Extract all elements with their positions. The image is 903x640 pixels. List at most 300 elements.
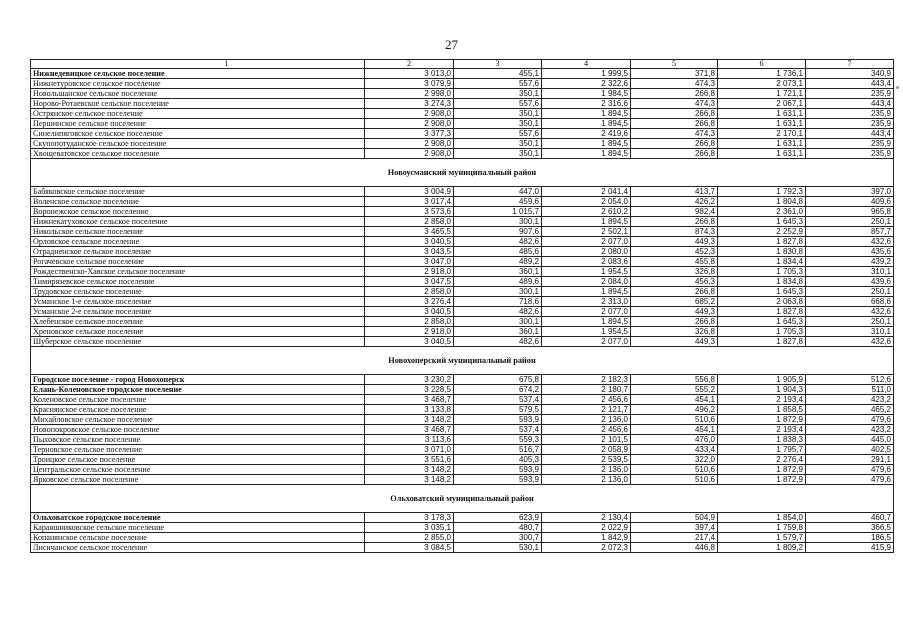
settlement-name: Скупопотуданское сельское поселение bbox=[31, 139, 365, 149]
value-cell-col2: 3 468,7 bbox=[365, 395, 454, 405]
value-cell-col2: 2 858,0 bbox=[365, 217, 454, 227]
value-cell-col2: 3 274,3 bbox=[365, 99, 454, 109]
value-cell-col4: 1 894,5 bbox=[542, 287, 631, 297]
value-cell-col3: 300,7 bbox=[454, 533, 542, 543]
value-cell-col5: 476,0 bbox=[631, 435, 718, 445]
value-cell-col6: 1 905,9 bbox=[718, 375, 806, 385]
district-title: Ольховатский муниципальный район bbox=[31, 485, 894, 513]
value-cell-col6: 1 631,1 bbox=[718, 139, 806, 149]
value-cell-col3: 350,1 bbox=[454, 89, 542, 99]
settlement-name: Рождественско-Хавское сельское поселение bbox=[31, 267, 365, 277]
value-cell-col3: 405,3 bbox=[454, 455, 542, 465]
value-cell-col6: 1 838,3 bbox=[718, 435, 806, 445]
value-cell-col6: 1 804,8 bbox=[718, 197, 806, 207]
value-cell-col3: 489,2 bbox=[454, 257, 542, 267]
settlement-name: Рогачевское сельское поселение bbox=[31, 257, 365, 267]
value-cell-col4: 1 954,5 bbox=[542, 267, 631, 277]
value-cell-col6: 1 792,3 bbox=[718, 187, 806, 197]
table-row bbox=[31, 187, 894, 197]
value-cell-col2: 3 377,3 bbox=[365, 129, 454, 139]
settlement-name: Городское поселение - город Новохоперск bbox=[31, 375, 365, 385]
value-cell-col4: 2 136,0 bbox=[542, 475, 631, 485]
value-cell-col6: 1 645,3 bbox=[718, 317, 806, 327]
value-cell-col6: 1 631,1 bbox=[718, 149, 806, 159]
value-cell-col2: 2 908,0 bbox=[365, 109, 454, 119]
settlement-name: Норово-Ротаевское сельское поселение bbox=[31, 99, 365, 109]
value-cell-col4: 2 058,9 bbox=[542, 445, 631, 455]
value-cell-col3: 360,1 bbox=[454, 327, 542, 337]
value-cell-col3: 579,5 bbox=[454, 405, 542, 415]
value-cell-col6: 1 759,8 bbox=[718, 523, 806, 533]
value-cell-col5: 685,2 bbox=[631, 297, 718, 307]
settlement-name: Першинское сельское поселение bbox=[31, 119, 365, 129]
value-cell-col4: 2 130,4 bbox=[542, 513, 631, 523]
value-cell-col6: 1 858,5 bbox=[718, 405, 806, 415]
value-cell-col4: 2 456,6 bbox=[542, 395, 631, 405]
value-cell-col4: 2 316,6 bbox=[542, 99, 631, 109]
value-cell-col7: 668,6 bbox=[806, 297, 894, 307]
value-cell-col6: 1 645,3 bbox=[718, 287, 806, 297]
value-cell-col5: 449,3 bbox=[631, 237, 718, 247]
table-row bbox=[31, 415, 894, 425]
value-cell-col7: 857,7 bbox=[806, 227, 894, 237]
value-cell-col4: 1 894,5 bbox=[542, 119, 631, 129]
table-row bbox=[31, 435, 894, 445]
value-cell-col7: 479,6 bbox=[806, 415, 894, 425]
value-cell-col4: 2 136,0 bbox=[542, 415, 631, 425]
value-cell-col4: 2 080,0 bbox=[542, 247, 631, 257]
value-cell-col2: 3 040,5 bbox=[365, 307, 454, 317]
value-cell-col7: 235,9 bbox=[806, 139, 894, 149]
value-cell-col7: 512,6 bbox=[806, 375, 894, 385]
value-cell-col7: 439,2 bbox=[806, 257, 894, 267]
value-cell-col2: 3 148,2 bbox=[365, 465, 454, 475]
value-cell-col7: 965,8 bbox=[806, 207, 894, 217]
value-cell-col2: 3 133,8 bbox=[365, 405, 454, 415]
value-cell-col3: 623,9 bbox=[454, 513, 542, 523]
value-cell-col5: 266,8 bbox=[631, 139, 718, 149]
table-row bbox=[31, 277, 894, 287]
value-cell-col2: 2 908,0 bbox=[365, 139, 454, 149]
value-cell-col4: 2 610,2 bbox=[542, 207, 631, 217]
value-cell-col7: 460,7 bbox=[806, 513, 894, 523]
value-cell-col3: 350,1 bbox=[454, 119, 542, 129]
value-cell-col5: 504,9 bbox=[631, 513, 718, 523]
value-cell-col6: 2 361,0 bbox=[718, 207, 806, 217]
value-cell-col2: 3 230,2 bbox=[365, 375, 454, 385]
value-cell-col7: 443,4 bbox=[806, 79, 894, 89]
value-cell-col4: 2 022,9 bbox=[542, 523, 631, 533]
value-cell-col3: 459,6 bbox=[454, 197, 542, 207]
settlement-name: Воленское сельское поселение bbox=[31, 197, 365, 207]
value-cell-col4: 2 084,0 bbox=[542, 277, 631, 287]
value-cell-col7: 310,1 bbox=[806, 267, 894, 277]
value-cell-col2: 2 918,0 bbox=[365, 267, 454, 277]
settlement-name: Орловское сельское поселение bbox=[31, 237, 365, 247]
value-cell-col5: 452,3 bbox=[631, 247, 718, 257]
value-cell-col5: 433,4 bbox=[631, 445, 718, 455]
value-cell-col5: 397,4 bbox=[631, 523, 718, 533]
value-cell-col4: 1 984,5 bbox=[542, 89, 631, 99]
value-cell-col5: 456,3 bbox=[631, 277, 718, 287]
value-cell-col4: 1 894,5 bbox=[542, 139, 631, 149]
page-number: 27 bbox=[445, 37, 458, 52]
value-cell-col5: 217,4 bbox=[631, 533, 718, 543]
table-row bbox=[31, 337, 894, 347]
value-cell-col7: 250,1 bbox=[806, 287, 894, 297]
value-cell-col6: 1 631,1 bbox=[718, 109, 806, 119]
column-header: 5 bbox=[631, 60, 718, 69]
value-cell-col7: 310,1 bbox=[806, 327, 894, 337]
value-cell-col5: 446,8 bbox=[631, 543, 718, 553]
value-cell-col2: 3 047,5 bbox=[365, 277, 454, 287]
value-cell-col6: 2 252,9 bbox=[718, 227, 806, 237]
value-cell-col4: 1 894,5 bbox=[542, 217, 631, 227]
settlement-name: Михайловское сельское поселение bbox=[31, 415, 365, 425]
settlement-name: Синелипяговское сельское поселение bbox=[31, 129, 365, 139]
table-row bbox=[31, 543, 894, 553]
value-cell-col3: 593,9 bbox=[454, 475, 542, 485]
column-header: 2 bbox=[365, 60, 454, 69]
table-row bbox=[31, 405, 894, 415]
value-cell-col6: 2 067,1 bbox=[718, 99, 806, 109]
column-header: 7 bbox=[806, 60, 894, 69]
settlement-name: Шуберское сельское поселение bbox=[31, 337, 365, 347]
value-cell-col2: 2 858,0 bbox=[365, 317, 454, 327]
value-cell-col3: 557,6 bbox=[454, 79, 542, 89]
settlement-name: Копанянское сельское поселение bbox=[31, 533, 365, 543]
value-cell-col5: 874,3 bbox=[631, 227, 718, 237]
value-cell-col7: 445,0 bbox=[806, 435, 894, 445]
value-cell-col5: 322,0 bbox=[631, 455, 718, 465]
value-cell-col7: 479,6 bbox=[806, 465, 894, 475]
value-cell-col3: 350,1 bbox=[454, 149, 542, 159]
value-cell-col5: 449,3 bbox=[631, 307, 718, 317]
table-row bbox=[31, 99, 894, 109]
value-cell-col5: 326,8 bbox=[631, 267, 718, 277]
value-cell-col3: 718,6 bbox=[454, 297, 542, 307]
value-cell-col6: 2 193,4 bbox=[718, 425, 806, 435]
value-cell-col7: 443,4 bbox=[806, 99, 894, 109]
settlement-name: Усманское 1-е сельское поселение bbox=[31, 297, 365, 307]
value-cell-col3: 537,4 bbox=[454, 395, 542, 405]
value-cell-col2: 3 573,6 bbox=[365, 207, 454, 217]
table-row bbox=[31, 267, 894, 277]
value-cell-col3: 537,4 bbox=[454, 425, 542, 435]
value-cell-col3: 300,1 bbox=[454, 287, 542, 297]
value-cell-col2: 3 047,0 bbox=[365, 257, 454, 267]
budget-table bbox=[30, 59, 894, 553]
settlement-name: Караяшниковское сельское поселение bbox=[31, 523, 365, 533]
value-cell-col3: 593,9 bbox=[454, 415, 542, 425]
table-row bbox=[31, 139, 894, 149]
value-cell-col7: 423,2 bbox=[806, 425, 894, 435]
value-cell-col6: 1 705,3 bbox=[718, 267, 806, 277]
value-cell-col3: 489,6 bbox=[454, 277, 542, 287]
table-row bbox=[31, 287, 894, 297]
settlement-name: Трудовское сельское поселение bbox=[31, 287, 365, 297]
value-cell-col6: 1 904,3 bbox=[718, 385, 806, 395]
value-cell-col7: 435,6 bbox=[806, 247, 894, 257]
value-cell-col6: 2 170,1 bbox=[718, 129, 806, 139]
settlement-name: Краснянское сельское поселение bbox=[31, 405, 365, 415]
value-cell-col7: 432,6 bbox=[806, 237, 894, 247]
settlement-name: Нижнетуровское сельское поселение bbox=[31, 79, 365, 89]
value-cell-col2: 3 017,4 bbox=[365, 197, 454, 207]
value-cell-col3: 675,8 bbox=[454, 375, 542, 385]
settlement-name: Новольшанское сельское поселение bbox=[31, 89, 365, 99]
value-cell-col2: 3 040,5 bbox=[365, 237, 454, 247]
table-row bbox=[31, 257, 894, 267]
value-cell-col4: 2 502,1 bbox=[542, 227, 631, 237]
table-row bbox=[31, 247, 894, 257]
settlement-name: Новопокровское сельское поселение bbox=[31, 425, 365, 435]
value-cell-col6: 1 834,8 bbox=[718, 277, 806, 287]
settlement-name: Троицкое сельское поселение bbox=[31, 455, 365, 465]
value-cell-col4: 2 077,0 bbox=[542, 237, 631, 247]
settlement-name: Елань-Коленовское городское поселение bbox=[31, 385, 365, 395]
value-cell-col7: 186,5 bbox=[806, 533, 894, 543]
settlement-name: Тимирязевское сельское поселение bbox=[31, 277, 365, 287]
value-cell-col6: 2 193,4 bbox=[718, 395, 806, 405]
value-cell-col7: 235,9 bbox=[806, 109, 894, 119]
value-cell-col7: 423,2 bbox=[806, 395, 894, 405]
value-cell-col2: 3 465,5 bbox=[365, 227, 454, 237]
settlement-name: Терновское сельское поселение bbox=[31, 445, 365, 455]
value-cell-col5: 266,8 bbox=[631, 217, 718, 227]
value-cell-col5: 266,8 bbox=[631, 149, 718, 159]
table-row bbox=[31, 129, 894, 139]
value-cell-col6: 2 276,4 bbox=[718, 455, 806, 465]
value-cell-col5: 266,8 bbox=[631, 317, 718, 327]
value-cell-col5: 266,8 bbox=[631, 287, 718, 297]
value-cell-col4: 1 999,5 bbox=[542, 69, 631, 79]
value-cell-col5: 266,8 bbox=[631, 89, 718, 99]
value-cell-col6: 1 631,1 bbox=[718, 119, 806, 129]
value-cell-col5: 426,2 bbox=[631, 197, 718, 207]
value-cell-col7: 432,6 bbox=[806, 307, 894, 317]
settlement-name: Острянское сельское поселение bbox=[31, 109, 365, 119]
table-row bbox=[31, 475, 894, 485]
value-cell-col6: 1 645,3 bbox=[718, 217, 806, 227]
value-cell-col3: 674,2 bbox=[454, 385, 542, 395]
value-cell-col2: 3 043,5 bbox=[365, 247, 454, 257]
value-cell-col5: 496,2 bbox=[631, 405, 718, 415]
value-cell-col6: 1 872,9 bbox=[718, 475, 806, 485]
table-row bbox=[31, 109, 894, 119]
value-cell-col7: 479,6 bbox=[806, 475, 894, 485]
value-cell-col3: 480,7 bbox=[454, 523, 542, 533]
value-cell-col7: 465,2 bbox=[806, 405, 894, 415]
value-cell-col4: 2 182,3 bbox=[542, 375, 631, 385]
scan-speck bbox=[896, 86, 899, 89]
column-header-row bbox=[31, 60, 894, 69]
value-cell-col3: 300,1 bbox=[454, 217, 542, 227]
value-cell-col3: 300,1 bbox=[454, 317, 542, 327]
value-cell-col7: 235,9 bbox=[806, 149, 894, 159]
table-row bbox=[31, 317, 894, 327]
district-section-row bbox=[31, 347, 894, 375]
value-cell-col3: 447,0 bbox=[454, 187, 542, 197]
value-cell-col6: 1 579,7 bbox=[718, 533, 806, 543]
value-cell-col5: 326,8 bbox=[631, 327, 718, 337]
value-cell-col4: 2 121,7 bbox=[542, 405, 631, 415]
value-cell-col3: 557,6 bbox=[454, 129, 542, 139]
value-cell-col6: 2 063,8 bbox=[718, 297, 806, 307]
value-cell-col5: 413,7 bbox=[631, 187, 718, 197]
settlement-name: Никольское сельское поселение bbox=[31, 227, 365, 237]
value-cell-col5: 371,8 bbox=[631, 69, 718, 79]
value-cell-col5: 454,1 bbox=[631, 395, 718, 405]
value-cell-col3: 559,3 bbox=[454, 435, 542, 445]
value-cell-col4: 2 054,0 bbox=[542, 197, 631, 207]
settlement-name: Отрадненское сельское поселение bbox=[31, 247, 365, 257]
value-cell-col3: 350,1 bbox=[454, 109, 542, 119]
table-row bbox=[31, 465, 894, 475]
value-cell-col2: 2 855,0 bbox=[365, 533, 454, 543]
value-cell-col6: 1 872,9 bbox=[718, 415, 806, 425]
value-cell-col2: 3 468,7 bbox=[365, 425, 454, 435]
value-cell-col3: 360,1 bbox=[454, 267, 542, 277]
value-cell-col7: 235,9 bbox=[806, 119, 894, 129]
value-cell-col4: 1 842,9 bbox=[542, 533, 631, 543]
value-cell-col4: 1 894,5 bbox=[542, 317, 631, 327]
value-cell-col4: 2 456,6 bbox=[542, 425, 631, 435]
value-cell-col4: 2 313,0 bbox=[542, 297, 631, 307]
value-cell-col2: 2 908,0 bbox=[365, 149, 454, 159]
value-cell-col4: 1 894,5 bbox=[542, 109, 631, 119]
table-row bbox=[31, 307, 894, 317]
table-row bbox=[31, 69, 894, 79]
value-cell-col5: 266,8 bbox=[631, 119, 718, 129]
value-cell-col2: 3 079,9 bbox=[365, 79, 454, 89]
settlement-name: Усманское 2-е сельское поселение bbox=[31, 307, 365, 317]
value-cell-col3: 907,6 bbox=[454, 227, 542, 237]
table-row bbox=[31, 533, 894, 543]
settlement-name: Бабяковское сельское поселение bbox=[31, 187, 365, 197]
value-cell-col2: 3 035,1 bbox=[365, 523, 454, 533]
value-cell-col4: 2 083,6 bbox=[542, 257, 631, 267]
value-cell-col2: 3 148,2 bbox=[365, 415, 454, 425]
table-row bbox=[31, 237, 894, 247]
value-cell-col4: 2 136,0 bbox=[542, 465, 631, 475]
value-cell-col2: 3 084,5 bbox=[365, 543, 454, 553]
value-cell-col5: 454,1 bbox=[631, 425, 718, 435]
value-cell-col3: 485,6 bbox=[454, 247, 542, 257]
value-cell-col6: 1 872,9 bbox=[718, 465, 806, 475]
value-cell-col3: 482,6 bbox=[454, 237, 542, 247]
value-cell-col7: 432,6 bbox=[806, 337, 894, 347]
value-cell-col2: 3 551,6 bbox=[365, 455, 454, 465]
value-cell-col5: 266,8 bbox=[631, 109, 718, 119]
value-cell-col2: 3 071,0 bbox=[365, 445, 454, 455]
table-row bbox=[31, 385, 894, 395]
settlement-name: Пыховское сельское поселение bbox=[31, 435, 365, 445]
table-row bbox=[31, 119, 894, 129]
value-cell-col3: 1 015,7 bbox=[454, 207, 542, 217]
table-row bbox=[31, 79, 894, 89]
value-cell-col5: 556,8 bbox=[631, 375, 718, 385]
table-row bbox=[31, 523, 894, 533]
value-cell-col2: 3 148,2 bbox=[365, 475, 454, 485]
value-cell-col7: 439,6 bbox=[806, 277, 894, 287]
value-cell-col4: 2 077,0 bbox=[542, 337, 631, 347]
value-cell-col5: 474,3 bbox=[631, 79, 718, 89]
table-row bbox=[31, 425, 894, 435]
value-cell-col2: 3 276,4 bbox=[365, 297, 454, 307]
value-cell-col4: 2 072,3 bbox=[542, 543, 631, 553]
value-cell-col6: 1 736,1 bbox=[718, 69, 806, 79]
table-row bbox=[31, 227, 894, 237]
table-row bbox=[31, 327, 894, 337]
value-cell-col3: 593,9 bbox=[454, 465, 542, 475]
table-row bbox=[31, 513, 894, 523]
settlement-name: Хлебенское сельское поселение bbox=[31, 317, 365, 327]
value-cell-col4: 2 041,4 bbox=[542, 187, 631, 197]
value-cell-col4: 2 539,5 bbox=[542, 455, 631, 465]
value-cell-col4: 2 322,6 bbox=[542, 79, 631, 89]
settlement-name: Ярковское сельское поселение bbox=[31, 475, 365, 485]
value-cell-col5: 555,2 bbox=[631, 385, 718, 395]
value-cell-col7: 291,1 bbox=[806, 455, 894, 465]
value-cell-col5: 510,6 bbox=[631, 415, 718, 425]
settlement-name: Коленовское сельское поселение bbox=[31, 395, 365, 405]
value-cell-col2: 3 040,5 bbox=[365, 337, 454, 347]
value-cell-col4: 2 180,7 bbox=[542, 385, 631, 395]
value-cell-col6: 2 073,1 bbox=[718, 79, 806, 89]
value-cell-col6: 1 827,8 bbox=[718, 337, 806, 347]
value-cell-col4: 1 954,5 bbox=[542, 327, 631, 337]
column-header: 3 bbox=[454, 60, 542, 69]
district-section-row bbox=[31, 159, 894, 187]
value-cell-col7: 235,9 bbox=[806, 89, 894, 99]
table-row bbox=[31, 375, 894, 385]
value-cell-col3: 516,7 bbox=[454, 445, 542, 455]
table-row bbox=[31, 455, 894, 465]
settlement-name: Хвощеватовское сельское поселение bbox=[31, 149, 365, 159]
value-cell-col5: 455,8 bbox=[631, 257, 718, 267]
value-cell-col6: 1 809,2 bbox=[718, 543, 806, 553]
table-row bbox=[31, 445, 894, 455]
value-cell-col2: 2 908,0 bbox=[365, 119, 454, 129]
value-cell-col3: 482,6 bbox=[454, 337, 542, 347]
table-row bbox=[31, 207, 894, 217]
table-row bbox=[31, 217, 894, 227]
value-cell-col6: 1 827,8 bbox=[718, 307, 806, 317]
column-header: 6 bbox=[718, 60, 806, 69]
value-cell-col5: 510,6 bbox=[631, 475, 718, 485]
value-cell-col2: 3 228,5 bbox=[365, 385, 454, 395]
value-cell-col6: 1 854,0 bbox=[718, 513, 806, 523]
settlement-name: Хреновское сельское поселение bbox=[31, 327, 365, 337]
table-row bbox=[31, 197, 894, 207]
value-cell-col7: 443,4 bbox=[806, 129, 894, 139]
value-cell-col7: 402,5 bbox=[806, 445, 894, 455]
settlement-name: Воронежское сельское поселение bbox=[31, 207, 365, 217]
value-cell-col7: 511,0 bbox=[806, 385, 894, 395]
value-cell-col7: 415,9 bbox=[806, 543, 894, 553]
district-title: Новоусманский муниципальный район bbox=[31, 159, 894, 187]
value-cell-col3: 350,1 bbox=[454, 139, 542, 149]
value-cell-col6: 1 827,8 bbox=[718, 237, 806, 247]
value-cell-col4: 2 077,0 bbox=[542, 307, 631, 317]
value-cell-col7: 250,1 bbox=[806, 317, 894, 327]
value-cell-col5: 982,4 bbox=[631, 207, 718, 217]
value-cell-col7: 366,5 bbox=[806, 523, 894, 533]
column-header: 4 bbox=[542, 60, 631, 69]
value-cell-col7: 340,9 bbox=[806, 69, 894, 79]
value-cell-col3: 557,6 bbox=[454, 99, 542, 109]
